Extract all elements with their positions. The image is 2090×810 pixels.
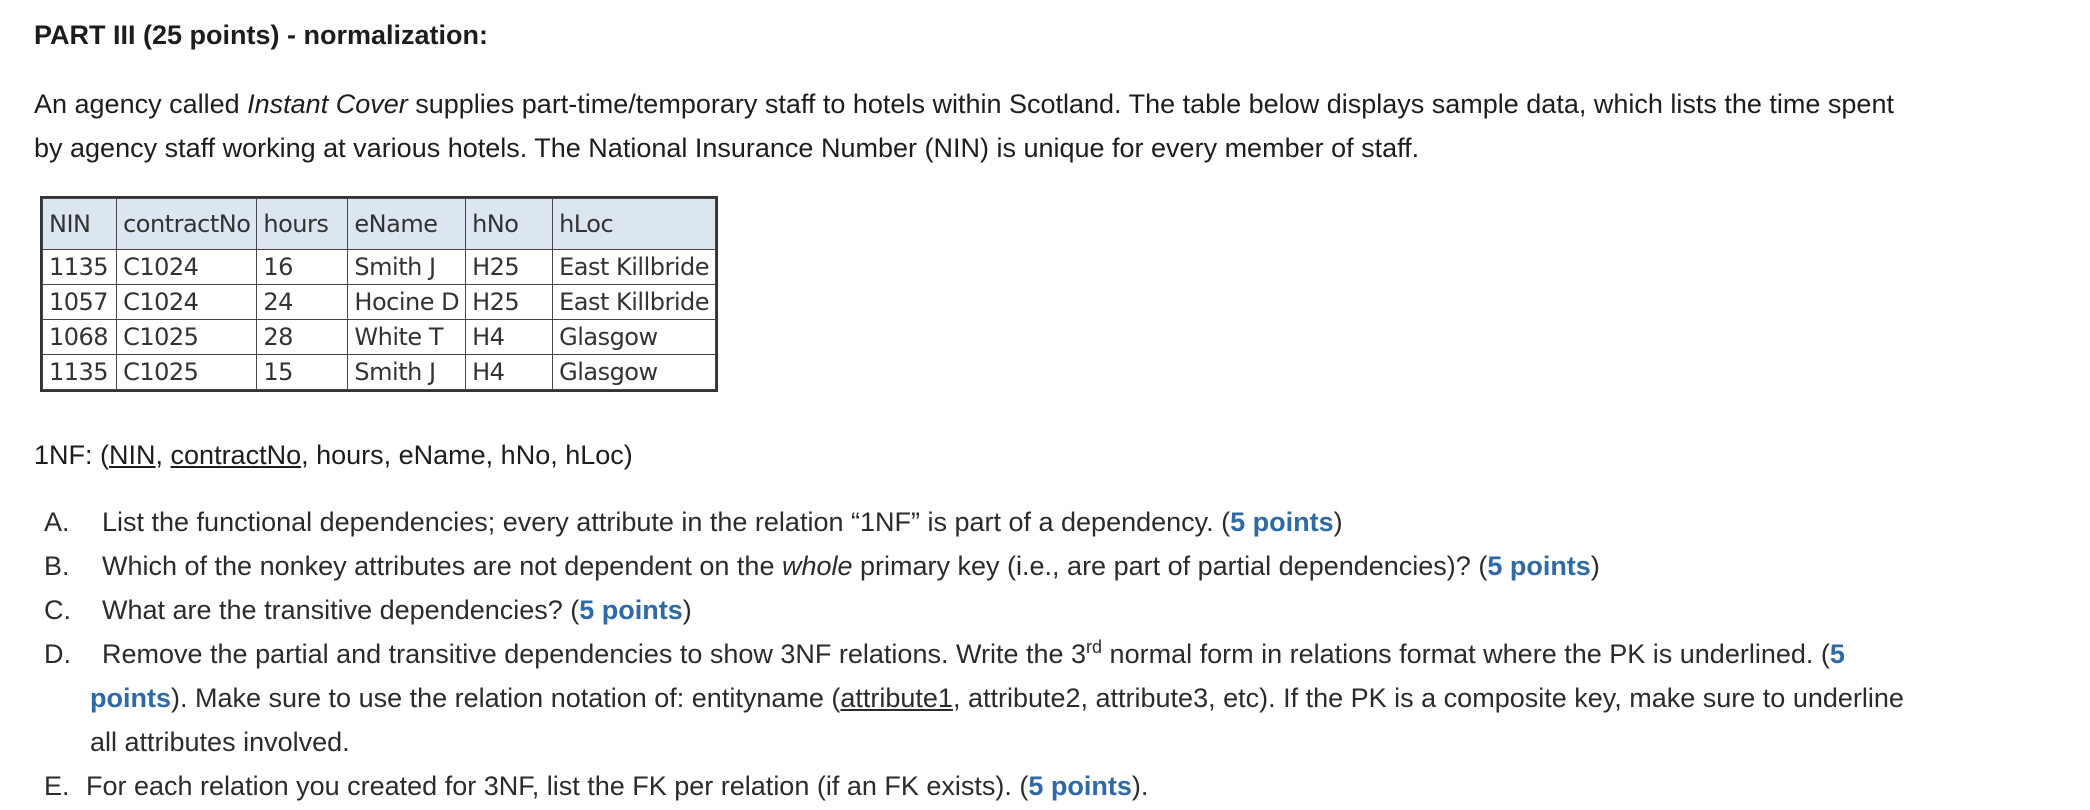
table-cell: 1135 <box>43 250 117 285</box>
table-cell: Hocine D <box>348 285 466 320</box>
table-row <box>43 250 716 285</box>
table-cell: Glasgow <box>553 355 716 390</box>
table-row <box>43 285 716 320</box>
nf-text: , <box>155 440 171 470</box>
points-label: 5 points <box>579 595 683 625</box>
table-cell: 1135 <box>43 355 117 390</box>
question-text: ) <box>1333 507 1343 537</box>
nf-text: , hours, eName, hNo, hLoc) <box>301 440 633 470</box>
question-d <box>44 632 2064 676</box>
table-row <box>43 355 716 390</box>
question-letter: E. <box>44 771 70 801</box>
pk-attribute: attribute1 <box>840 683 953 713</box>
question-text: ). Make sure to use the relation notation of: entityname ( <box>171 683 841 713</box>
points-label: 5 points <box>1230 507 1334 537</box>
intro-paragraph <box>34 82 2054 170</box>
question-text: For each relation you created for 3NF, list the FK per relation (if an FK exists). ( <box>86 771 1029 801</box>
question-text: primary key (i.e., are part of partial dependencies)? ( <box>852 551 1488 581</box>
table-cell: C1025 <box>117 320 257 355</box>
table-row <box>43 320 716 355</box>
table-cell: H4 <box>466 320 553 355</box>
col-header: hNo <box>466 199 553 250</box>
table-cell: H4 <box>466 355 553 390</box>
question-a <box>44 500 2064 544</box>
col-header: eName <box>348 199 466 250</box>
table-cell: East Killbride <box>553 285 716 320</box>
points-label: 5 <box>1829 639 1845 669</box>
intro-line-2: by agency staff working at various hotels. The National Insurance Number (NIN) is unique for every member of staff. <box>34 133 1420 163</box>
points-label: 5 points <box>1487 551 1591 581</box>
question-c <box>44 588 2064 632</box>
question-text: List the functional dependencies; every attribute in the relation “1NF” is part of a dependency. ( <box>102 507 1231 537</box>
agency-name: Instant Cover <box>247 89 408 119</box>
intro-text: supplies part-time/temporary staff to hotels within Scotland. The table below displays sample data, which lists the time spent <box>407 89 1894 119</box>
question-text: Remove the partial and transitive dependencies to show 3NF relations. Write the 3 <box>102 639 1087 669</box>
question-d-line-3: all attributes involved. <box>90 727 350 757</box>
table-cell: 16 <box>257 250 348 285</box>
points-label: 5 points <box>1028 771 1132 801</box>
table-cell: Glasgow <box>553 320 716 355</box>
points-label: points <box>90 683 171 713</box>
table-header-row <box>43 199 716 250</box>
intro-line-1 <box>34 82 2054 126</box>
question-letter: B. <box>44 551 70 581</box>
sample-data-table <box>42 198 716 390</box>
question-text: What are the transitive dependencies? ( <box>102 595 580 625</box>
emphasis-text: whole <box>781 551 853 581</box>
intro-text: An agency called <box>34 89 248 119</box>
nf-text: 1NF: ( <box>34 440 110 470</box>
superscript: rd <box>1086 637 1103 657</box>
pk-attribute: NIN <box>109 440 156 470</box>
table-cell: H25 <box>466 250 553 285</box>
question-letter: C. <box>44 595 71 625</box>
question-list <box>44 500 2064 808</box>
question-text: ) <box>1590 551 1600 581</box>
table-cell: 15 <box>257 355 348 390</box>
col-header: hours <box>257 199 348 250</box>
question-text: normal form in relations format where the PK is underlined. ( <box>1102 639 1830 669</box>
table-cell: Smith J <box>348 250 466 285</box>
question-e <box>44 764 2064 808</box>
1nf-relation <box>34 440 633 471</box>
question-text: , attribute2, attribute3, etc). If the PK is a composite key, make sure to underline <box>952 683 1904 713</box>
col-header: NIN <box>43 199 117 250</box>
question-b <box>44 544 2064 588</box>
table-cell: 28 <box>257 320 348 355</box>
table-cell: 1057 <box>43 285 117 320</box>
section-heading: PART III (25 points) - normalization: <box>34 20 489 50</box>
question-letter: D. <box>44 639 71 669</box>
table-cell: C1025 <box>117 355 257 390</box>
question-d-line-2 <box>44 676 2064 720</box>
question-text: ). <box>1131 771 1149 801</box>
table-cell: 1068 <box>43 320 117 355</box>
question-text: Which of the nonkey attributes are not dependent on the <box>102 551 782 581</box>
question-text: ) <box>682 595 692 625</box>
col-header: contractNo <box>117 199 257 250</box>
table-cell: 24 <box>257 285 348 320</box>
table-cell: White T <box>348 320 466 355</box>
table-cell: H25 <box>466 285 553 320</box>
table-cell: C1024 <box>117 250 257 285</box>
table-cell: C1024 <box>117 285 257 320</box>
table-cell: East Killbride <box>553 250 716 285</box>
table-cell: Smith J <box>348 355 466 390</box>
pk-attribute: contractNo <box>170 440 302 470</box>
question-letter: A. <box>44 507 70 537</box>
col-header: hLoc <box>553 199 716 250</box>
